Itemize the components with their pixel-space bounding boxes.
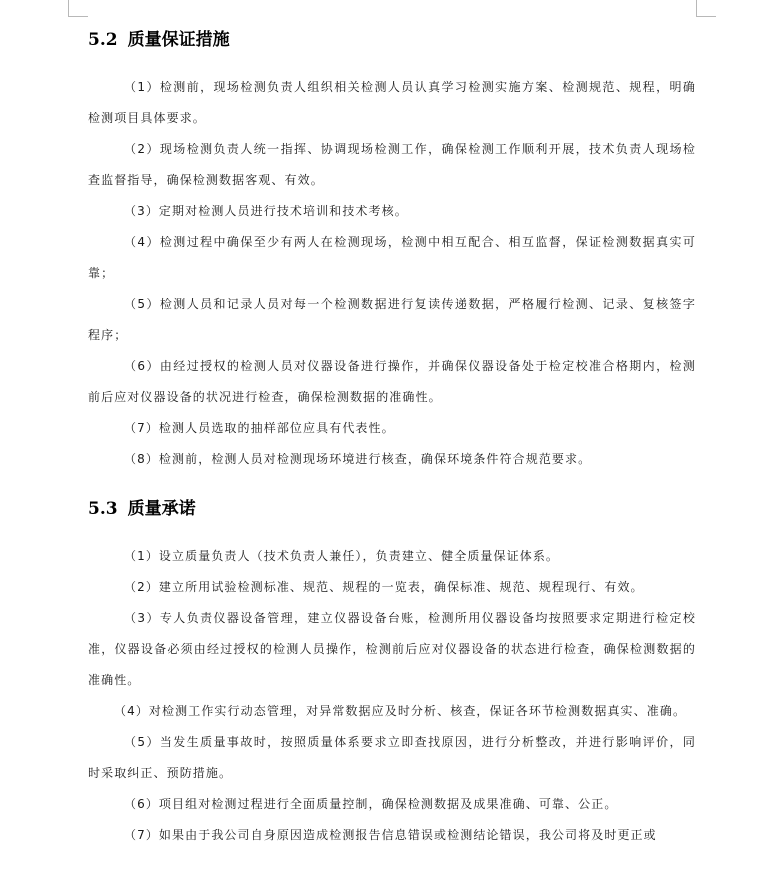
paragraph: （5）当发生质量事故时，按照质量体系要求立即查找原因，进行分析整改，并进行影响评价，同时采取纠正、预防措施。 <box>88 735 696 780</box>
section-number: 5.3 <box>88 499 118 519</box>
section-heading <box>88 495 696 523</box>
section-quality-commitment <box>88 495 696 851</box>
paragraph: （2）现场检测负责人统一指挥、协调现场检测工作，确保检测工作顺利开展，技术负责人现场检查监督指导，确保检测数据客观、有效。 <box>88 142 696 187</box>
paragraph: （4）对检测工作实行动态管理，对异常数据应及时分析、核查，保证各环节检测数据真实、准确。 <box>114 704 687 718</box>
paragraph: （7）检测人员选取的抽样部位应具有代表性。 <box>124 421 395 435</box>
crop-mark-top-right <box>696 16 716 17</box>
crop-mark-top-right <box>696 0 697 16</box>
document-body <box>88 26 696 851</box>
paragraph: （5）检测人员和记录人员对每一个检测数据进行复读传递数据，严格履行检测、记录、复核签字程序； <box>88 297 696 342</box>
paragraph: （7）如果由于我公司自身原因造成检测报告信息错误或检测结论错误，我公司将及时更正或 <box>124 828 657 842</box>
paragraph: （1）设立质量负责人（技术负责人兼任），负责建立、健全质量保证体系。 <box>124 549 560 563</box>
paragraph: （3）专人负责仪器设备管理，建立仪器设备台账，检测所用仪器设备均按照要求定期进行检定校准，仪器设备必须由经过授权的检测人员操作，检测前后应对仪器设备的状态进行检查，确保检测数据的准确性。 <box>88 611 696 687</box>
paragraph: （6）项目组对检测过程进行全面质量控制，确保检测数据及成果准确、可靠、公正。 <box>124 797 618 811</box>
paragraph: （3）定期对检测人员进行技术培训和技术考核。 <box>124 204 408 218</box>
section-title: 质量承诺 <box>127 499 196 519</box>
paragraph: （8）检测前，检测人员对检测现场环境进行核查，确保环境条件符合规范要求。 <box>124 452 592 466</box>
paragraph: （4）检测过程中确保至少有两人在检测现场，检测中相互配合、相互监督，保证检测数据真实可靠； <box>88 235 696 280</box>
paragraph: （2）建立所用试验检测标准、规范、规程的一览表，确保标准、规范、规程现行、有效。 <box>124 580 644 594</box>
paragraph: （6）由经过授权的检测人员对仪器设备进行操作，并确保仪器设备处于检定校准合格期内，检测前后应对仪器设备的状况进行检查，确保检测数据的准确性。 <box>88 359 696 404</box>
section-number: 5.2 <box>88 30 118 50</box>
crop-mark-top-left <box>68 0 69 16</box>
section-quality-assurance <box>88 26 696 475</box>
paragraph: （1）检测前，现场检测负责人组织相关检测人员认真学习检测实施方案、检测规范、规程，明确检测项目具体要求。 <box>88 80 696 125</box>
section-title: 质量保证措施 <box>127 30 230 50</box>
crop-mark-top-left <box>68 16 88 17</box>
section-heading <box>88 26 696 54</box>
